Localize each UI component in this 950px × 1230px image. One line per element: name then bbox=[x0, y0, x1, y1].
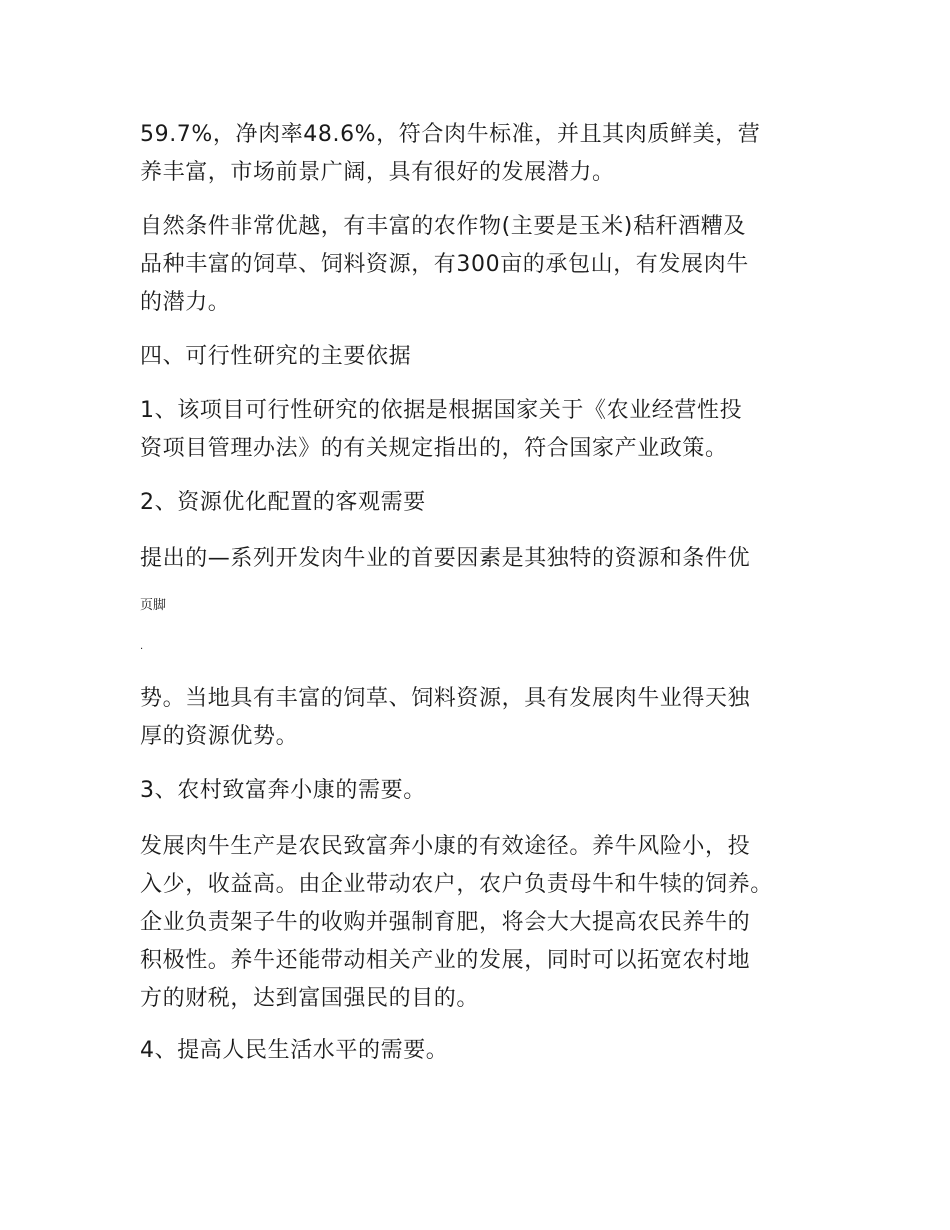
paragraph-basis-1 bbox=[140, 392, 820, 468]
text-line: 2、资源优化配置的客观需要 bbox=[140, 490, 426, 515]
text-line: 4、提高人民生活水平的需要。 bbox=[140, 1038, 449, 1063]
page-break-mark: . bbox=[140, 641, 144, 652]
text-line: 自然条件非常优越，有丰富的农作物(主要是玉米)秸秆酒糟及 bbox=[140, 214, 746, 239]
paragraph-basis-3-body bbox=[140, 828, 820, 1018]
paragraph-yield-rate bbox=[140, 116, 820, 192]
text-line: 品种丰富的饲草、饲料资源，有300亩的承包山，有发展肉牛 bbox=[140, 252, 749, 277]
paragraph-basis-4-heading bbox=[140, 1032, 820, 1070]
heading-line: 四、可行性研究的主要依据 bbox=[140, 344, 412, 369]
paragraph-basis-2-heading bbox=[140, 484, 820, 522]
text-line: 提出的—系列开发肉牛业的首要因素是其独特的资源和条件优 bbox=[140, 546, 751, 571]
page-footer-label: 页脚 bbox=[140, 598, 167, 613]
text-line: 资项目管理办法》的有关规定指出的，符合国家产业政策。 bbox=[140, 436, 728, 461]
text-line: 积极性。养牛还能带动相关产业的发展，同时可以拓宽农村地 bbox=[140, 948, 751, 973]
paragraph-resource-advantage bbox=[140, 680, 820, 756]
text-line: 企业负责架子牛的收购并强制育肥，将会大大提高农民养牛的 bbox=[140, 910, 751, 935]
text-line: 发展肉牛生产是农民致富奔小康的有效途径。养牛风险小，投 bbox=[140, 834, 751, 859]
section-heading-feasibility-basis bbox=[140, 338, 820, 376]
paragraph-natural-conditions bbox=[140, 208, 820, 322]
text-line: 入少，收益高。由企业带动农户，农户负责母牛和牛犊的饲养。 bbox=[140, 872, 773, 897]
text-line: 的潜力。 bbox=[140, 290, 231, 315]
text-line: 59.7%，净肉率48.6%，符合肉牛标准，并且其肉质鲜美，营 bbox=[140, 122, 761, 147]
text-line: 方的财税，达到富国强民的目的。 bbox=[140, 986, 480, 1011]
paragraph-basis-3-heading bbox=[140, 772, 820, 810]
paragraph-basis-2-body bbox=[140, 540, 820, 578]
text-line: 1、该项目可行性研究的依据是根据国家关于《农业经营性投 bbox=[140, 398, 743, 423]
text-line: 养丰富，市场前景广阔，具有很好的发展潜力。 bbox=[140, 160, 615, 185]
text-line: 厚的资源优势。 bbox=[140, 724, 299, 749]
text-line: 势。当地具有丰富的饲草、饲料资源，具有发展肉牛业得天独 bbox=[140, 686, 751, 711]
text-line: 3、农村致富奔小康的需要。 bbox=[140, 778, 426, 803]
